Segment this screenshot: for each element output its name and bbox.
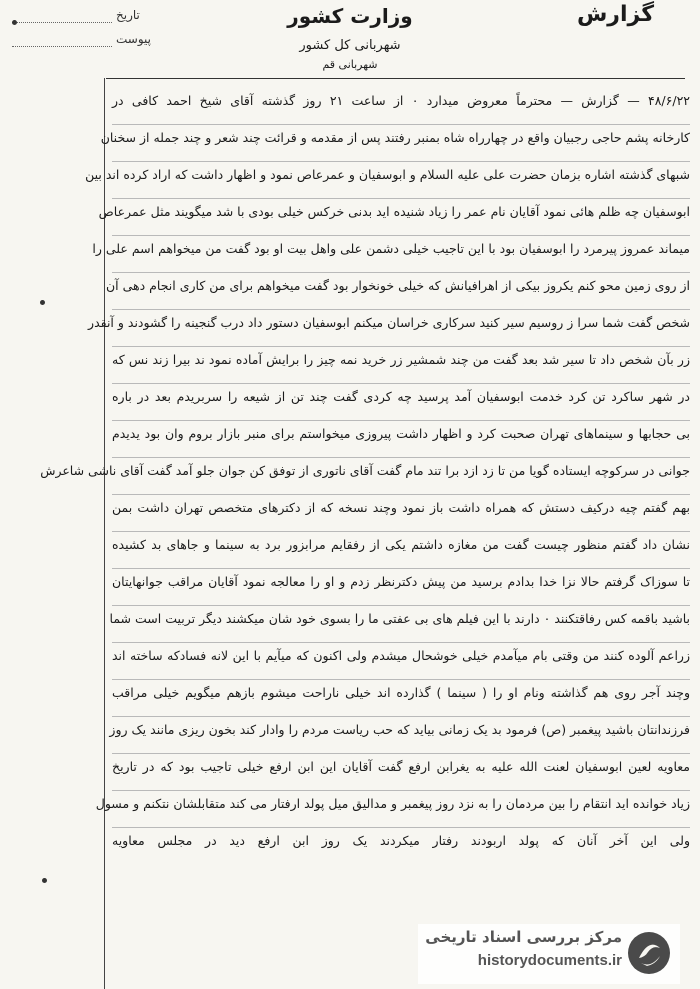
report-line: زراعم آلوده کنند من وقتی بام میآمدم خیلی خوشحال میشدم ولی اکنون که میآیم با این لانه فسادکه ساخته اند (112, 643, 690, 680)
report-line: ابوسفیان چه ظلم هائی نمود آقایان نام عمر را زیاد شنیده اید بدنی خرکس خیلی بودی با شد میگویند مثل عمرعاص (112, 199, 690, 236)
report-line: در شهر ساکرد تن کرد خدمت ابوسفیان آمد پرسید چه کردی گفت چند تن از شیعه را سربریدم بعد در باره (112, 384, 690, 421)
report-title: گزارش (576, 2, 654, 27)
report-line: ولی این آخر آنان که پولد اربودند رفتار میکردند یک روز ابن ارفع دید در مجلس معاویه (112, 833, 690, 848)
punch-mark (12, 20, 17, 25)
report-body (40, 88, 690, 864)
report-line: ۴۸/۶/۲۲ — گزارش — محترماً معروض میدارد ۰ از ساعت ۲۱ روز گذشته آقای شیخ احمد کافی در (112, 88, 690, 125)
report-line: میماند عمروز پیرمرد را ابوسفیان بود با این تاجیب خیلی دشمن علی واهل بیت او بود گفت من میخواهم اسم علی را (112, 236, 690, 273)
report-line: شبهای گذشته اشاره بزمان حضرت علی علیه السلام و ابوسفیان و عمرعاص نمود و اظهار داشت که اراد کرده اند بین (112, 162, 690, 199)
report-line: از روی زمین محو کنم یکروز بیکی از اهرافیانش که خیلی خونخوار بود گفت میخواهم برای من کاری انجام دهی آن (112, 273, 690, 310)
report-line: زیاد خوانده اید انتقام را بین مردمان را به نزد روز پیغمبر و مدالیق میل پولد ارفتار می کند متقابلشان نتکنم و مسول (112, 791, 690, 828)
report-line: کارخانه پشم حاجی رجبیان واقع در چهارراه شاه بمنبر رفتند پس از مقدمه و قرائت چند شعر و چند جمله از سخنان (112, 125, 690, 162)
branch-title: شهربانی قم (322, 58, 378, 71)
report-line: نشان داد گفتم منظور چیست گفت من مغازه داشتم یکی از رفقایم مرابزور برد به سینما و جاهای بد کشیده (112, 532, 690, 569)
archive-name: مرکز بررسی اسناد تاریخی (425, 928, 622, 946)
date-label: تاریخ (116, 8, 140, 22)
ministry-title: وزارت کشور (287, 4, 413, 28)
header-rule (106, 78, 685, 79)
punch-mark (40, 300, 45, 305)
attachment-label: پیوست (116, 32, 151, 46)
report-line: وچند آجر روی هم گذاشته ونام او را ( سینما ) گذارده اند خیلی ناراحت میشوم بازهم میگویم خیلی مراقب (112, 680, 690, 717)
date-field-line (12, 22, 112, 23)
attachment-field-line (12, 46, 112, 47)
letterhead (0, 0, 700, 90)
report-line: بی حجابها و سینماهای تهران صحبت کرد و اظهار داشت پیروزی میخواستم برای منبر بازار بروم وان بود یدیدم (112, 421, 690, 458)
report-line: زر بآن شخص داد تا سیر شد بعد گفت من چند شمشیر زر خرید نمه چیز را برایش آماده نمود ند بیرا زند نس که (112, 347, 690, 384)
report-line: باشید باقمه کس رفاقتکنند ۰ دارند با این فیلم های بی عفتی ما را بسوی خود شان میکشند دیگر تربیت است شما (112, 606, 690, 643)
report-line: بهم گفتم چیه درکیف دستش که همراه داشت باز نمود وچند نسخه که از دکترهای متخصص تهران داشت بمن (112, 495, 690, 532)
department-title: شهربانی کل کشور (299, 38, 401, 53)
report-line: معاویه لعین ابوسفیان لعنت الله علیه به یغرابن ارفع گفت آقایان این ابن ارفع خیلی تاجیب بود که در تاریخ (112, 754, 690, 791)
report-line: جوانی در سرکوچه ایستاده گویا من تا زد ازد برا تند مام گفت آقای ناتوری از توفق کن جوان جلو آمد گفت آقای ناشی شاعرش (112, 458, 690, 495)
archive-url: historydocuments.ir (477, 952, 622, 969)
archive-logo-icon (626, 930, 672, 976)
punch-mark (42, 878, 47, 883)
report-line: فرزندانتان باشید پیغمبر (ص) فرمود بد یک زمانی بیاید که حب ریاست مردم را وادار کند بخون ریزی مانند یک روز (112, 717, 690, 754)
archive-watermark (418, 924, 680, 984)
report-line: شخص گفت شما سرا ز روسیم سیر کنید سرکاری خراسان میکنم ابوسفیان دستور داد درب گنجینه را گشودند و آنقدر (112, 310, 690, 347)
report-line: تا سوزاک گرفتم حالا نزا خدا بدادم برسید من پیش دکترنظر زدم و او را معالجه نمود آقایان مراقب جوانهایتان (112, 569, 690, 606)
